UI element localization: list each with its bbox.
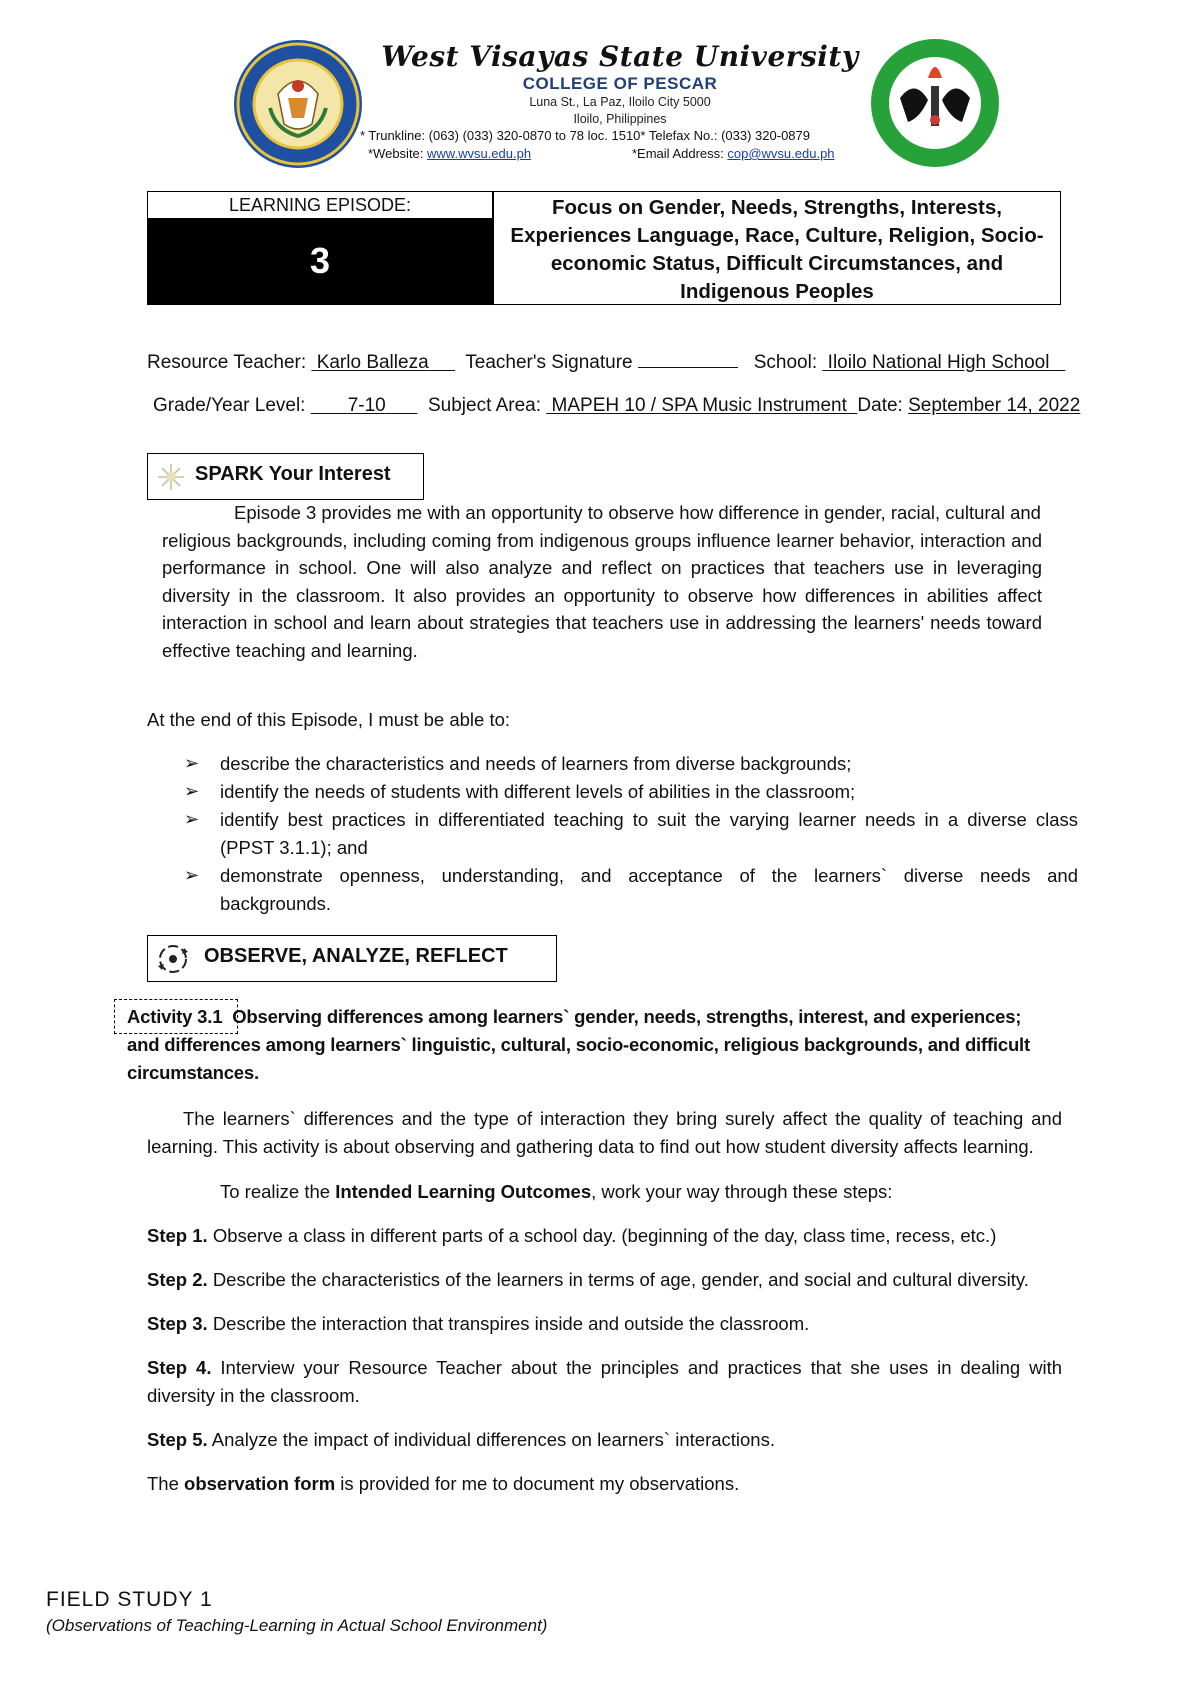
spark-line: effective teaching and learning. [162, 639, 418, 661]
date-value: September 14, 2022 [908, 395, 1081, 416]
date-label: Date: [857, 395, 909, 416]
spark-line: diversity in the classroom. It also provides an opportunity to observe how differences in abilities affect [162, 584, 1042, 606]
email-link[interactable]: cop@wvsu.edu.ph [727, 146, 835, 161]
step-item [147, 1266, 1029, 1294]
objective-text: identify the needs of students with different levels of abilities in the classroom; [220, 781, 856, 802]
step-label: Step 2. [147, 1269, 208, 1290]
subject-label: Subject Area: [427, 395, 547, 416]
address-line-1: Luna St., La Paz, Iloilo City 5000 [529, 95, 711, 109]
grade-value: 7-10 [347, 395, 386, 416]
footer-subtitle: (Observations of Teaching-Learning in Actual School Environment) [46, 1616, 548, 1635]
activity-title-line-3: circumstances. [127, 1062, 259, 1083]
resource-teacher-label: Resource Teacher: [147, 352, 312, 373]
grade-label: Grade/Year Level: [153, 395, 311, 416]
signature-label: Teacher's Signature [465, 352, 638, 373]
trunkline-text: * Trunkline: (063) (033) 320-0870 to 78 loc. 1510* Telefax No.: (033) 320-0879 [360, 128, 810, 143]
step-item [147, 1426, 775, 1454]
spark-line: religious backgrounds, including coming from indigenous groups influence learner behavior, interaction and [162, 529, 1042, 551]
footer-title: FIELD STUDY 1 [46, 1588, 213, 1611]
website-label: *Website: [368, 146, 428, 161]
sparkle-icon [156, 462, 186, 498]
arrow-bullet-icon: ➢ [184, 781, 200, 801]
school-label: School: [753, 352, 823, 373]
arrow-bullet-icon: ➢ [184, 865, 200, 885]
observe-heading: OBSERVE, ANALYZE, REFLECT [204, 945, 508, 967]
step-label: Step 1. [147, 1225, 208, 1246]
step-text: Describe the characteristics of the learners in terms of age, gender, and social and cultural diversity. [212, 1269, 1029, 1290]
activity-title-line-2: and differences among learners` linguistic, cultural, socio-economic, religious backgrounds, and difficult [127, 1034, 1030, 1055]
signature-blank [638, 351, 738, 368]
step-label: Step 4. [147, 1357, 212, 1378]
outcomes-line: To realize the Intended Learning Outcomes, work your way through these steps: [220, 1181, 893, 1202]
objective-item [184, 750, 1084, 778]
email-label: *Email Address: [632, 146, 728, 161]
spark-line: Episode 3 provides me with an opportunity to observe how difference in gender, racial, cultural and [234, 502, 1041, 523]
spark-line: performance in school. One will also analyze and reflect on practices that teachers use in leveraging [162, 557, 1042, 578]
activity-intro-line: The learners` differences and the type of interaction they bring surely affect the quality of teaching and [183, 1108, 1062, 1129]
spark-line: interaction in school and learn about strategies that teachers use in addressing the learners' needs toward [162, 612, 1042, 633]
observation-form-emphasis: observation form [184, 1473, 336, 1494]
school-value: Iloilo National High School [827, 352, 1050, 373]
cycle-icon [154, 940, 192, 984]
spark-heading: SPARK Your Interest [195, 463, 391, 485]
step-label: Step 3. [147, 1313, 208, 1334]
objectives-intro: At the end of this Episode, I must be able to: [147, 709, 511, 730]
step-text: Analyze the impact of individual differences on learners` interactions. [211, 1429, 775, 1450]
learning-episode-box [147, 191, 1061, 305]
episode-title-line: Focus on Gender, Needs, Strengths, Interests, [552, 196, 1002, 219]
step-item [147, 1354, 1062, 1409]
step-text: Interview your Resource Teacher about the principles and practices that she uses in dealing with [220, 1357, 1063, 1378]
activity-intro [147, 1105, 1062, 1160]
objective-item [184, 806, 1084, 862]
activity-title-line-1 [127, 1003, 1021, 1031]
step-text: diversity in the classroom. [147, 1384, 360, 1406]
objective-text: demonstrate openness, understanding, and acceptance of the learners` diverse needs and backgrounds. [220, 865, 1078, 914]
episode-label: LEARNING EPISODE: [228, 195, 412, 215]
grade-info-line [153, 395, 1080, 417]
episode-title-line: Indigenous Peoples [680, 280, 874, 303]
step-item [147, 1222, 996, 1250]
episode-title-line: economic Status, Difficult Circumstances, and [550, 252, 1004, 275]
episode-number: 3 [148, 218, 492, 304]
episode-title [494, 194, 1060, 306]
objective-item [184, 862, 1084, 918]
activity-tag: Activity 3.1 [127, 1006, 223, 1027]
objective-text: identify best practices in differentiated teaching to suit the varying learner needs in a diverse class (PPST 3.1.1); and [220, 809, 1078, 858]
step-item [147, 1310, 809, 1338]
spark-paragraph [162, 499, 1042, 664]
intended-outcomes-emphasis: Intended Learning Outcomes [335, 1181, 592, 1202]
arrow-bullet-icon: ➢ [184, 753, 200, 773]
episode-title-line: Experiences Language, Race, Culture, Religion, Socio- [510, 224, 1044, 247]
step-label: Step 5. [147, 1429, 208, 1450]
objective-item [184, 778, 1084, 806]
website-line [368, 146, 531, 161]
objective-text: describe the characteristics and needs of learners from diverse backgrounds; [220, 753, 852, 774]
subject-value: MAPEH 10 / SPA Music Instrument [551, 395, 847, 416]
observe-heading-box [147, 935, 557, 982]
teacher-info-line [147, 351, 1065, 374]
college-name: COLLEGE OF PESCAR [522, 74, 718, 93]
website-link[interactable]: www.wvsu.edu.ph [427, 146, 532, 161]
university-name: West Visayas State University [381, 40, 859, 73]
activity-intro-line: learning. This activity is about observing and gathering data to find out how student diversity affects learning. [147, 1135, 1034, 1157]
email-line [632, 146, 835, 161]
arrow-bullet-icon: ➢ [184, 809, 200, 829]
resource-teacher-value: Karlo Balleza [316, 352, 429, 373]
step-text: Describe the interaction that transpires inside and outside the classroom. [212, 1313, 810, 1334]
activity-title-text: Observing differences among learners` gender, needs, strengths, interest, and experiences; [232, 1006, 1022, 1027]
observation-form-line: The observation form is provided for me to document my observations. [147, 1473, 740, 1494]
address-line-2: Iloilo, Philippines [573, 112, 667, 126]
step-text: Observe a class in different parts of a school day. (beginning of the day, class time, recess, etc.) [212, 1225, 997, 1246]
spark-heading-box [147, 453, 424, 500]
